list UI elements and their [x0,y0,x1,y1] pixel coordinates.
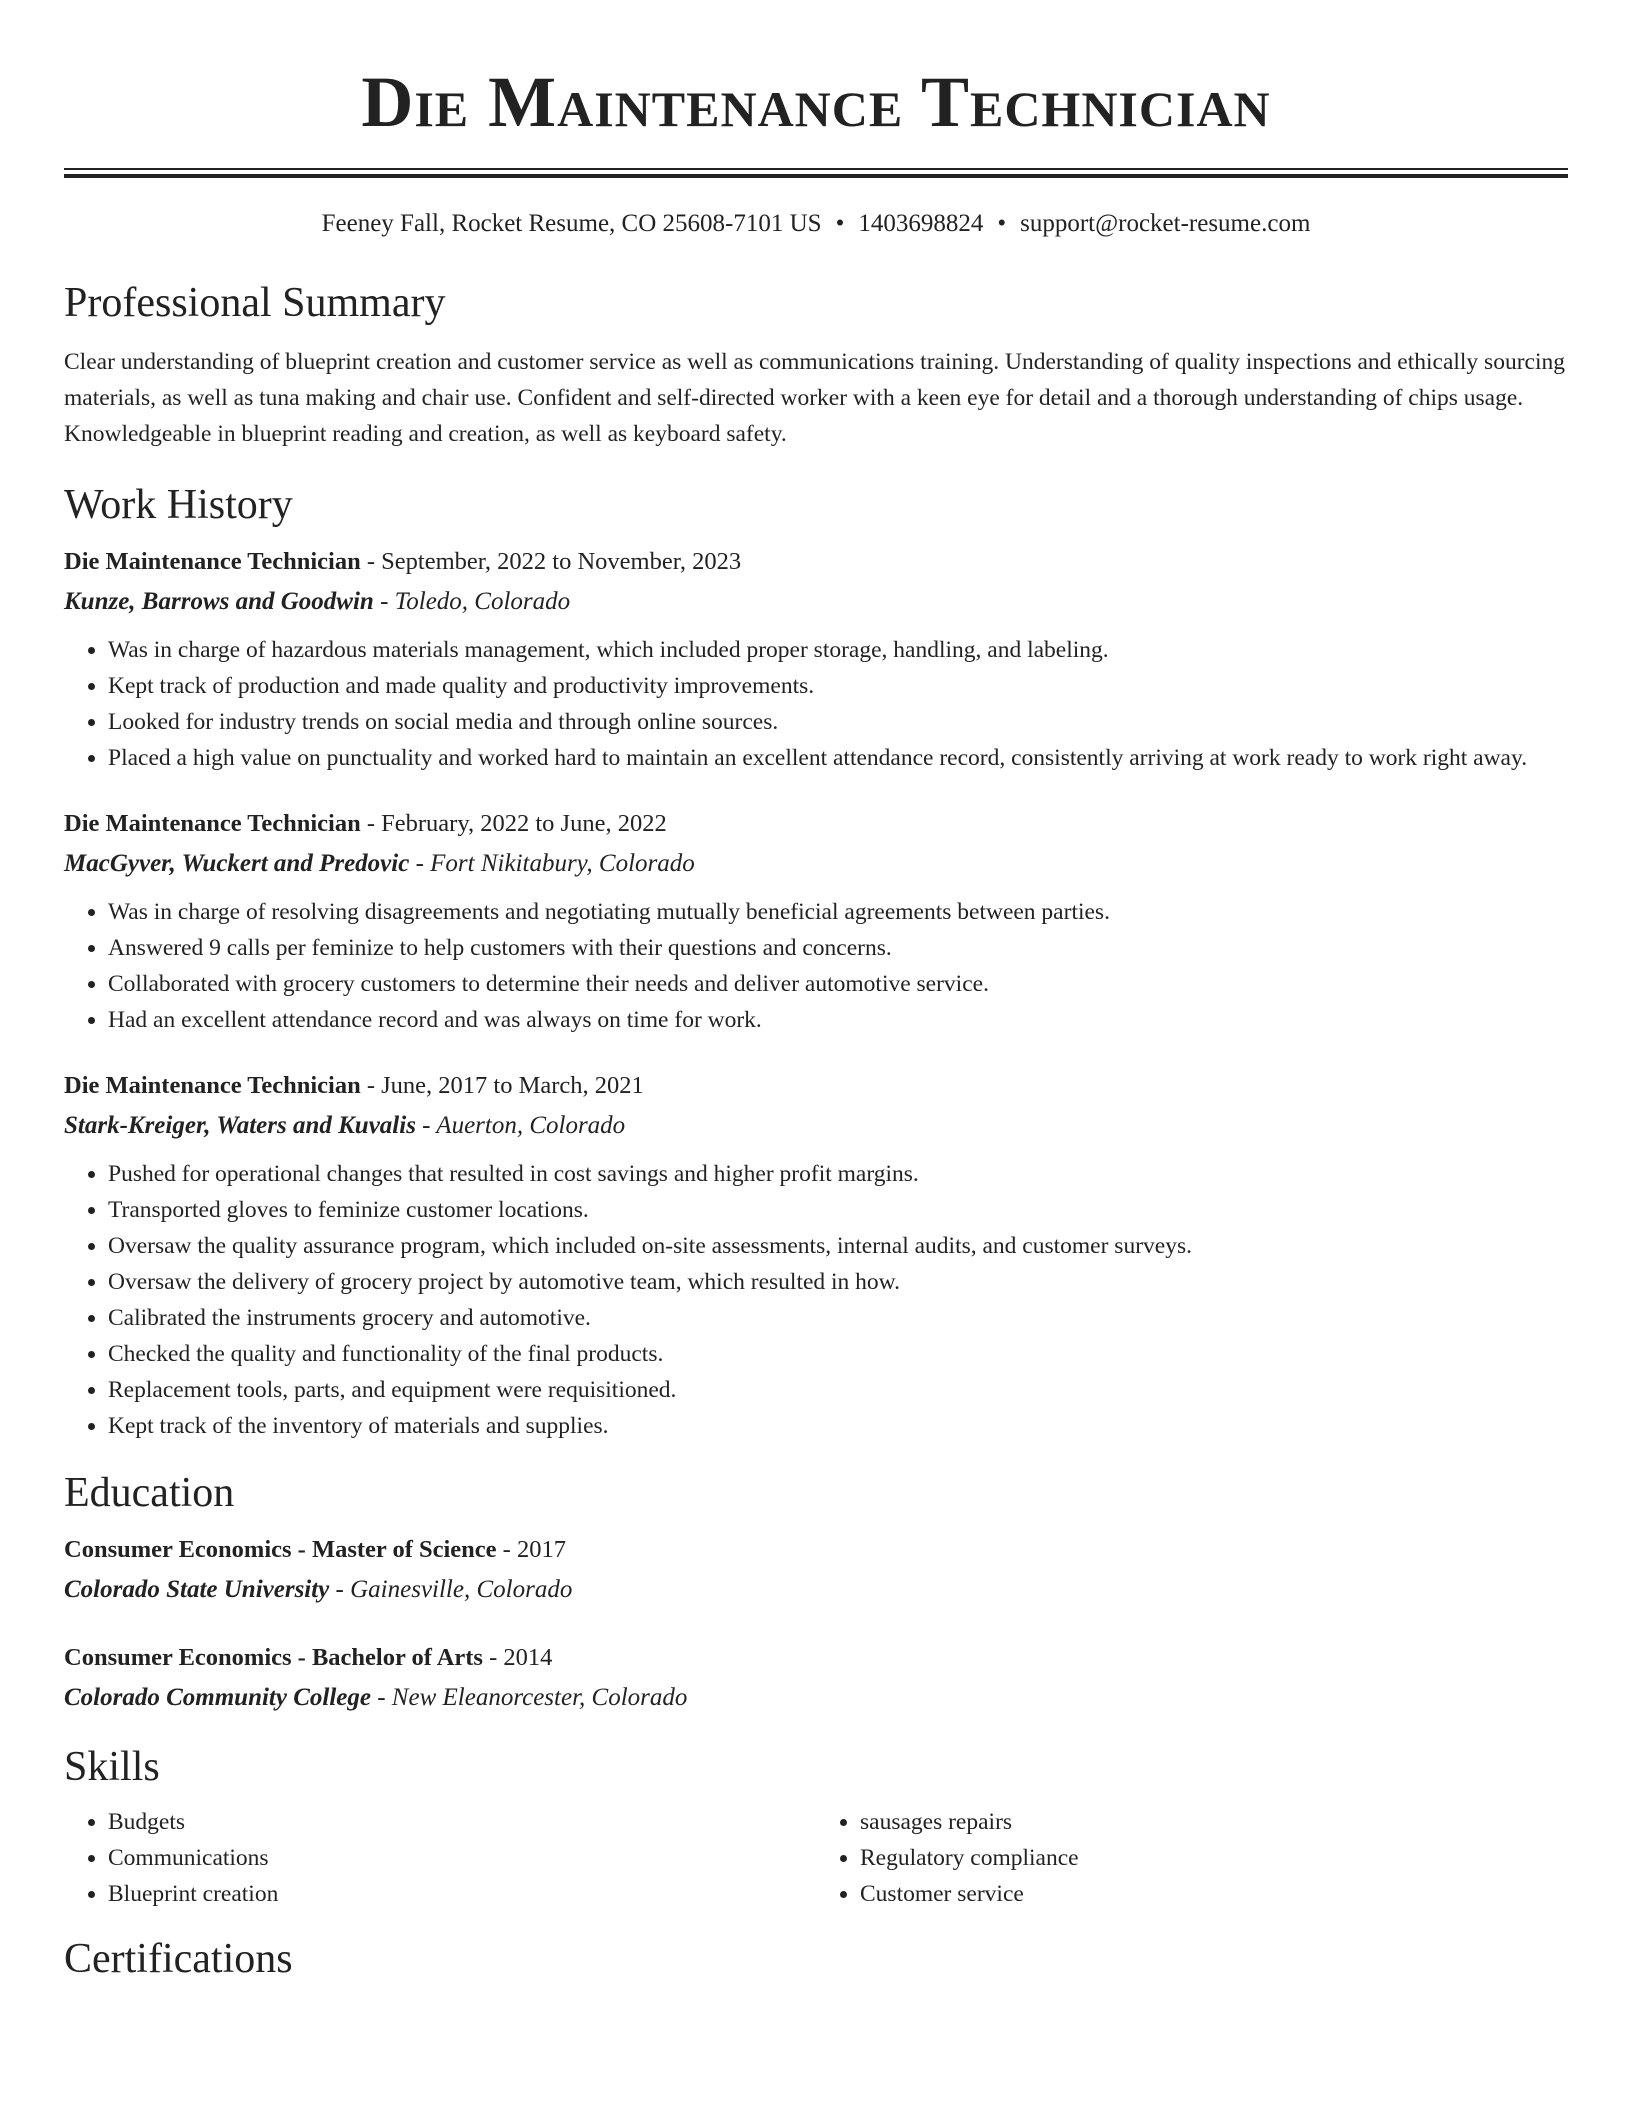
job-bullet: • Oversaw the delivery of grocery project by automotive team, which resulted in how. [108,1264,1568,1300]
job-bullet: • Kept track of production and made quality and productivity improvements. [108,668,1568,704]
job-company-line [64,1106,1568,1146]
header-divider [64,168,1568,178]
job-company: MacGyver, Wuckert and Predovic [64,850,410,877]
summary-text: Clear understanding of blueprint creation and customer service as well as communications training. Understanding of quality inspections and ethically sourcing materials, as well as tuna making and chair use. Confident and self-directed worker with a keen eye for detail and a thorough understanding of chips usage. Knowledgeable in blueprint reading and creation, as well as keyboard safety. [64,349,1565,447]
job-bullet: • Placed a high value on punctuality and worked hard to maintain an excellent attendance record, consistently arriving at work ready to work right away. [108,740,1568,776]
job-bullet: • Replacement tools, parts, and equipment were requisitioned. [108,1372,1568,1408]
education-degree: Consumer Economics - Master of Science [64,1536,497,1563]
education-school: Colorado Community College [64,1684,371,1711]
education-year: - 2017 [496,1536,566,1563]
job-bullet: • Checked the quality and functionality of the final products. [108,1336,1568,1372]
job-location: - Auerton, Colorado [415,1112,626,1139]
job-location: - Fort Nikitabury, Colorado [409,850,695,877]
contact-address: Feeney Fall, Rocket Resume, CO 25608-7101 US [321,210,822,237]
education-location: - New Eleanorcester, Colorado [370,1684,688,1711]
contact-line [64,208,1568,240]
job-bullet: • Calibrated the instruments grocery and automotive. [108,1300,1568,1336]
section-title-summary: Professional Summary [64,280,446,326]
skill-item: • Customer service [860,1876,1568,1912]
job-bullet: • Pushed for operational changes that resulted in cost savings and higher profit margins. [108,1156,1568,1192]
education-school-line [64,1678,1568,1718]
job-bullet: • Had an excellent attendance record and was always on time for work. [108,1002,1568,1038]
skill-item: • Communications [108,1840,816,1876]
skills-list [64,1804,1568,1912]
job-bullets [64,894,1568,1038]
job-bullets [64,1156,1568,1444]
section-title-skills: Skills [64,1744,160,1790]
skill-item: • Regulatory compliance [860,1840,1568,1876]
education-entry [64,1530,1568,1610]
job-entry [64,804,1568,1038]
job-bullet: • Transported gloves to feminize customer locations. [108,1192,1568,1228]
skills-column-right [816,1804,1568,1912]
job-company: Stark-Kreiger, Waters and Kuvalis [64,1112,416,1139]
job-title-line [64,1066,1568,1106]
job-company-line [64,582,1568,622]
education-school: Colorado State University [64,1576,330,1603]
job-title-line [64,804,1568,844]
job-location: - Toledo, Colorado [373,588,571,615]
job-company: Kunze, Barrows and Goodwin [64,588,374,615]
job-bullet: • Answered 9 calls per feminize to help customers with their questions and concerns. [108,930,1568,966]
contact-email: support@rocket-resume.com [1020,210,1311,237]
job-entry [64,542,1568,776]
job-role: Die Maintenance Technician [64,548,361,575]
skill-item: • Blueprint creation [108,1876,816,1912]
education-entry [64,1638,1568,1718]
section-title-certifications: Certifications [64,1936,293,1982]
skill-item: • sausages repairs [860,1804,1568,1840]
contact-separator: • [835,210,845,237]
job-role: Die Maintenance Technician [64,810,361,837]
resume-name: Die Maintenance Technician [361,62,1271,142]
job-entry [64,1066,1568,1444]
skill-item: • Budgets [108,1804,816,1840]
skills-column-left [64,1804,816,1912]
education-degree-line [64,1530,1568,1570]
job-bullet: • Was in charge of hazardous materials management, which included proper storage, handling, and labeling. [108,632,1568,668]
job-role: Die Maintenance Technician [64,1072,361,1099]
education-year: - 2014 [482,1644,553,1671]
education-degree: Consumer Economics - Bachelor of Arts [64,1644,483,1671]
job-bullet: • Looked for industry trends on social media and through online sources. [108,704,1568,740]
education-school-line [64,1570,1568,1610]
job-dates: - September, 2022 to November, 2023 [360,548,742,575]
job-bullets [64,632,1568,776]
job-dates: - February, 2022 to June, 2022 [360,810,667,837]
job-bullet: • Oversaw the quality assurance program, which included on-site assessments, internal audits, and customer surveys. [108,1228,1568,1264]
job-dates: - June, 2017 to March, 2021 [360,1072,644,1099]
education-location: - Gainesville, Colorado [329,1576,573,1603]
section-title-education: Education [64,1470,235,1516]
job-bullet: • Kept track of the inventory of materials and supplies. [108,1408,1568,1444]
job-bullet: • Was in charge of resolving disagreements and negotiating mutually beneficial agreements between parties. [108,894,1568,930]
job-title-line [64,542,1568,582]
education-degree-line [64,1638,1568,1678]
job-company-line [64,844,1568,884]
job-bullet: • Collaborated with grocery customers to determine their needs and deliver automotive service. [108,966,1568,1002]
section-title-work-history: Work History [64,482,293,528]
contact-phone: 1403698824 [858,210,984,237]
contact-separator: • [997,210,1007,237]
